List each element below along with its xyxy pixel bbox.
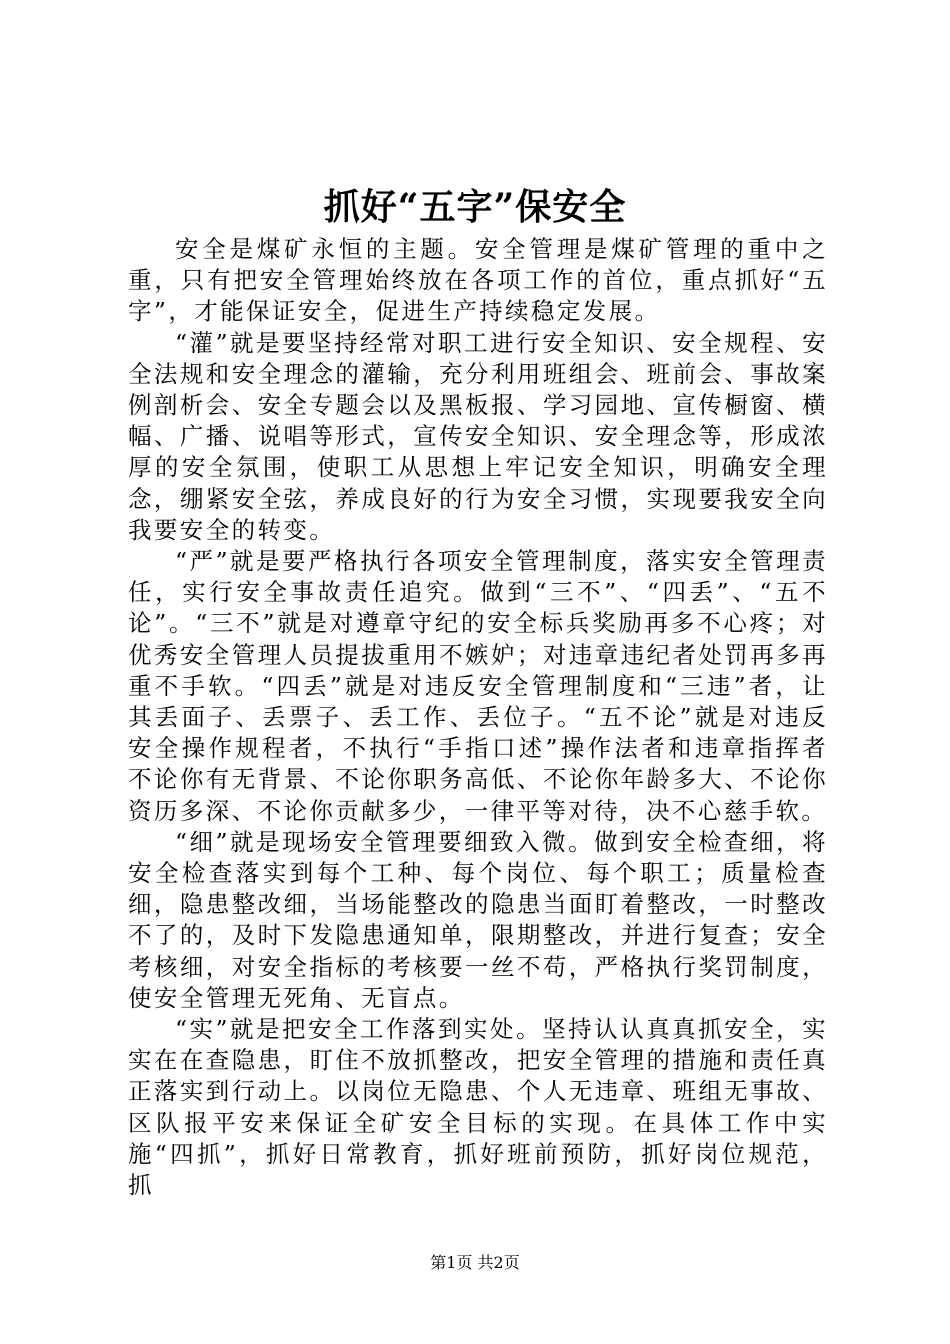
page-number-footer: 第1页 共2页 <box>430 1253 520 1272</box>
paragraph-xi: “细”就是现场安全管理要细致入微。做到安全检查细，将安全检查落实到每个工种、每个岗位、每个职工；质量检查细，隐患整改细，当场能整改的隐患当面盯着整改，一时整改不了的，及时下发隐患通知单，限期整改，并进行复查；安全考核细，对安全指标的考核要一丝不苟，严格执行奖罚制度，使安全管理无死角、无盲点。 <box>128 827 828 1012</box>
document-title: 抓好“五字”保安全 <box>323 186 627 228</box>
paragraph-yan: “严”就是要严格执行各项安全管理制度，落实安全管理责任，实行安全事故责任追究。做到“三不”、“四丢”、“五不论”。“三不”就是对遵章守纪的安全标兵奖励再多不心疼；对优秀安全管理人员提拔重用不嫉妒；对违章违纪者处罚再多再重不手软。“四丢”就是对违反安全管理制度和“三违”者，让其丢面子、丢票子、丢工作、丢位子。“五不论”就是对违反安全操作规程者，不执行“手指口述”操作法者和违章指挥者不论你有无背景、不论你职务高低、不论你年龄多大、不论你资历多深、不论你贡献多少，一律平等对待，决不心慈手软。 <box>128 547 828 825</box>
paragraph-shi: “实”就是把安全工作落到实处。坚持认认真真抓安全，实实在在查隐患，盯住不放抓整改，把安全管理的措施和责任真正落实到行动上。以岗位无隐患、个人无违章、班组无事故、区队报平安来保证全矿安全目标的实现。在具体工作中实施“四抓”，抓好日常教育，抓好班前预防，抓好岗位规范，抓 <box>128 1015 828 1200</box>
paragraph-guan: “灌”就是要坚持经常对职工进行安全知识、安全规程、安全法规和安全理念的灌输，充分利用班组会、班前会、事故案例剖析会、安全专题会以及黑板报、学习园地、宣传橱窗、横幅、广播、说唱等形式，宣传安全知识、安全理念等，形成浓厚的安全氛围，使职工从思想上牢记安全知识，明确安全理念，绷紧安全弦，养成良好的行为安全习惯，实现要我安全向我要安全的转变。 <box>128 328 828 544</box>
document-body <box>128 234 828 1201</box>
paragraph-intro: 安全是煤矿永恒的主题。安全管理是煤矿管理的重中之重，只有把安全管理始终放在各项工作的首位，重点抓好“五字”，才能保证安全，促进生产持续稳定发展。 <box>128 235 828 326</box>
